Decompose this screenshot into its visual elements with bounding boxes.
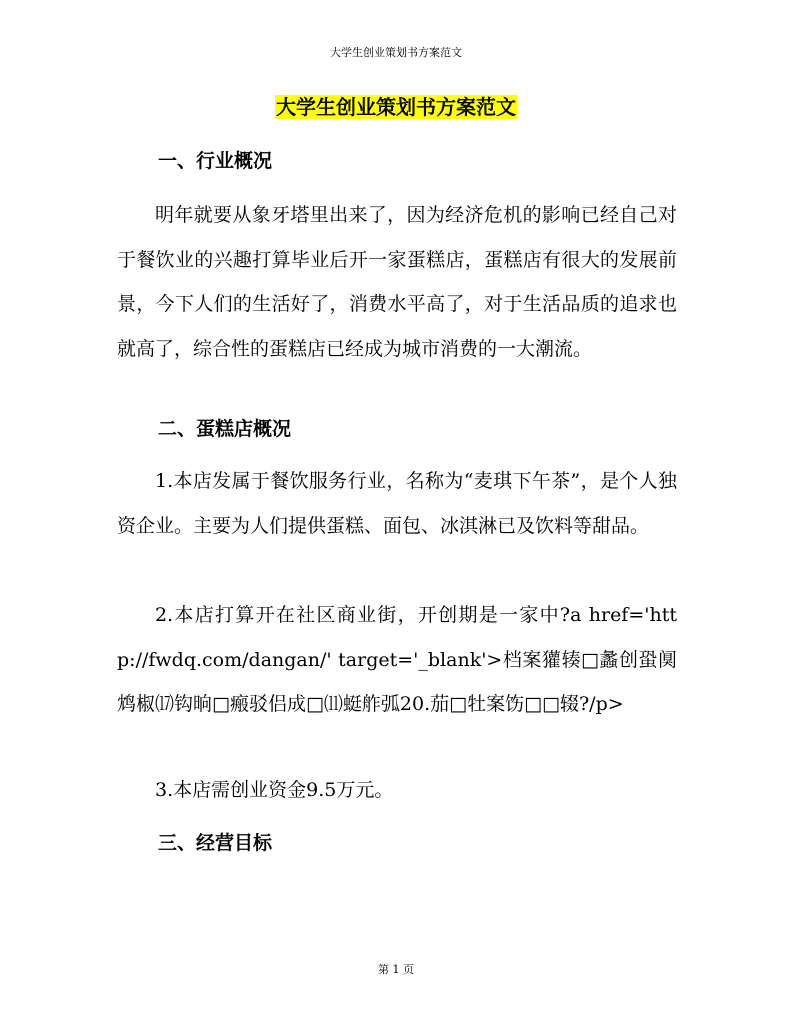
paragraph-shop-type: 1.本店发属于餐饮服务行业，名称为“麦琪下午茶”，是个人独资企业。主要为人们提供蛋糕、面包、冰淇淋已及饮料等甜品。 xyxy=(117,470,677,537)
paragraph-industry-overview: 明年就要从象牙塔里出来了，因为经济危机的影响已经自己对于餐饮业的兴趣打算毕业后开一家蛋糕店，蛋糕店有很大的发展前景，今下人们的生活好了，消费水平高了，对于生活品质的追求也就高了，综合性的蛋糕店已经成为城市消费的一大潮流。 xyxy=(117,204,677,360)
section-heading-business-goals: 三、经营目标 xyxy=(158,832,273,854)
document-title-text: 大学生创业策划书方案范文 xyxy=(276,95,516,119)
paragraph-startup-capital: 3.本店需创业资金9.5万元。 xyxy=(155,779,394,801)
paragraph-shop-location: 2.本店打算开在社区商业街，开创期是一家中?a href='http://fwdq.com/dangan/' target='_blank'>档案獾辏□蠡创蛩阒鸩椒⒄钩晌□瘢驳侣成□⑾蜓舴弧20.茄□牡案饬□□辍?/p> xyxy=(117,604,677,715)
document-title xyxy=(0,93,792,121)
section-heading-industry-overview: 一、行业概况 xyxy=(158,150,273,172)
running-header: 大学生创业策划书方案范文 xyxy=(330,46,462,59)
page-number: 第 1 页 xyxy=(378,963,414,976)
section-heading-cake-shop-overview: 二、蛋糕店概况 xyxy=(158,418,292,440)
